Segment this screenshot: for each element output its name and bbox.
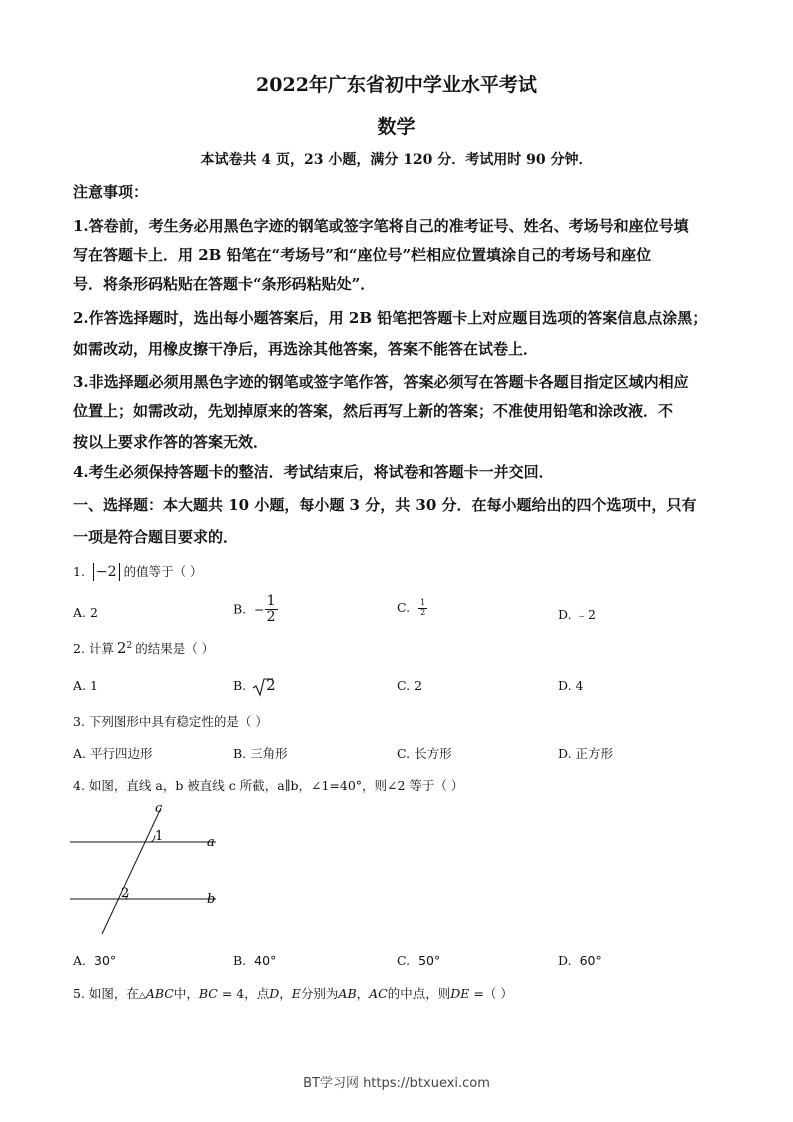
note-line: 按以上要求作答的答案无效． [73, 433, 269, 451]
question-number: 1. [73, 564, 85, 579]
note-line: 写在答题卡上．用 2B 铅笔在“考场号”和“座位号”栏相应位置填涂自己的考场号和座位 [73, 246, 652, 264]
question-1 [73, 562, 203, 581]
note-line: 2.作答选择题时，选出每小题答案后，用 2B 铅笔把答题卡上对应题目选项的答案信息点涂黑； [73, 309, 708, 327]
option-b: B. 2 [233, 676, 276, 697]
notes-heading: 注意事项： [73, 183, 149, 201]
section-heading: 一、选择题：本大题共 10 小题，每小题 3 分，共 30 分．在每小题给出的四个选项中，只有 [73, 496, 697, 514]
question-2 [73, 639, 214, 657]
note-line: 如需改动，用橡皮擦干净后，再选涂其他答案，答案不能答在试卷上． [73, 340, 539, 358]
question-text: 的结果是（ ） [135, 641, 215, 656]
option-d: D. 60° [558, 953, 602, 968]
option-c: C. 2 [397, 678, 423, 693]
exam-subject: 数学 [377, 116, 416, 138]
label-b: b [207, 892, 216, 907]
label-1: 1 [155, 829, 164, 844]
line-c [102, 808, 164, 934]
question-3: 3. 下列图形中具有稳定性的是（ ） [73, 714, 268, 729]
option-b: B. 三角形 [233, 746, 288, 761]
footer-watermark: BT学习网 https://btxuexi.com [303, 1076, 490, 1091]
note-line: 4.考生必须保持答题卡的整洁．考试结束后，将试卷和答题卡一并交回． [73, 463, 554, 481]
abs-expression: −2 [93, 563, 120, 581]
option-b: B. 40° [233, 953, 277, 968]
option-a: A. 平行四边形 [73, 746, 153, 761]
option-c: C. 50° [397, 953, 441, 968]
section-heading: 一项是符合题目要求的． [73, 528, 239, 546]
power-base: 2 [116, 639, 127, 657]
radicand: 2 [266, 676, 276, 694]
note-line: 1.答卷前，考生务必用黑色字迹的钢笔或签字笔将自己的准考证号、姓名、考场号和座位号填 [73, 217, 689, 235]
option-d: D. ﹣2 [558, 607, 596, 622]
option-c: C. $\frac{1}{2}$ [397, 598, 426, 617]
option-d: D. 正方形 [558, 746, 614, 761]
option-a: A. 30° [73, 953, 117, 968]
option-c: C. 长方形 [397, 746, 452, 761]
power-exponent: 2 [126, 640, 133, 651]
note-line: 位置上；如需改动，先划掉原来的答案，然后再写上新的答案；不准使用铅笔和涂改液．不 [73, 402, 674, 420]
option-d: D. 4 [558, 678, 584, 693]
question-text: 2. 计算 [73, 641, 114, 656]
fraction: $\frac{1}{2}$ [266, 593, 276, 626]
question-4: 4. 如图，直线 a，b 被直线 c 所截，a∥b，∠1=40°，则∠2 等于（ ） [73, 778, 464, 793]
fraction: $\frac{1}{2}$ [420, 598, 426, 617]
label-a: a [207, 835, 215, 850]
note-line: 号．将条形码粘贴在答题卡“条形码粘贴处”． [73, 275, 376, 293]
label-2: 2 [121, 886, 130, 901]
label-c: c [155, 801, 163, 816]
option-a: A. 1 [73, 678, 98, 693]
parallel-lines-figure [70, 800, 230, 940]
option-a: A. 2 [73, 605, 98, 620]
option-b: B. − $\frac{1}{2}$ [233, 593, 276, 626]
question-5: 5. 如图，在△ABC中，BC = 4，点D，E分别为AB，AC的中点，则DE =（ ） [73, 986, 513, 1001]
exam-info: 本试卷共 4 页，23 小题，满分 120 分．考试用时 90 分钟． [200, 152, 593, 168]
note-line: 3.非选择题必须用黑色字迹的钢笔或签字笔作答，答案必须写在答题卡各题目指定区域内相应 [73, 373, 689, 391]
question-text: 的值等于（ ） [123, 564, 203, 579]
exam-title: 2022年广东省初中学业水平考试 [256, 74, 537, 96]
